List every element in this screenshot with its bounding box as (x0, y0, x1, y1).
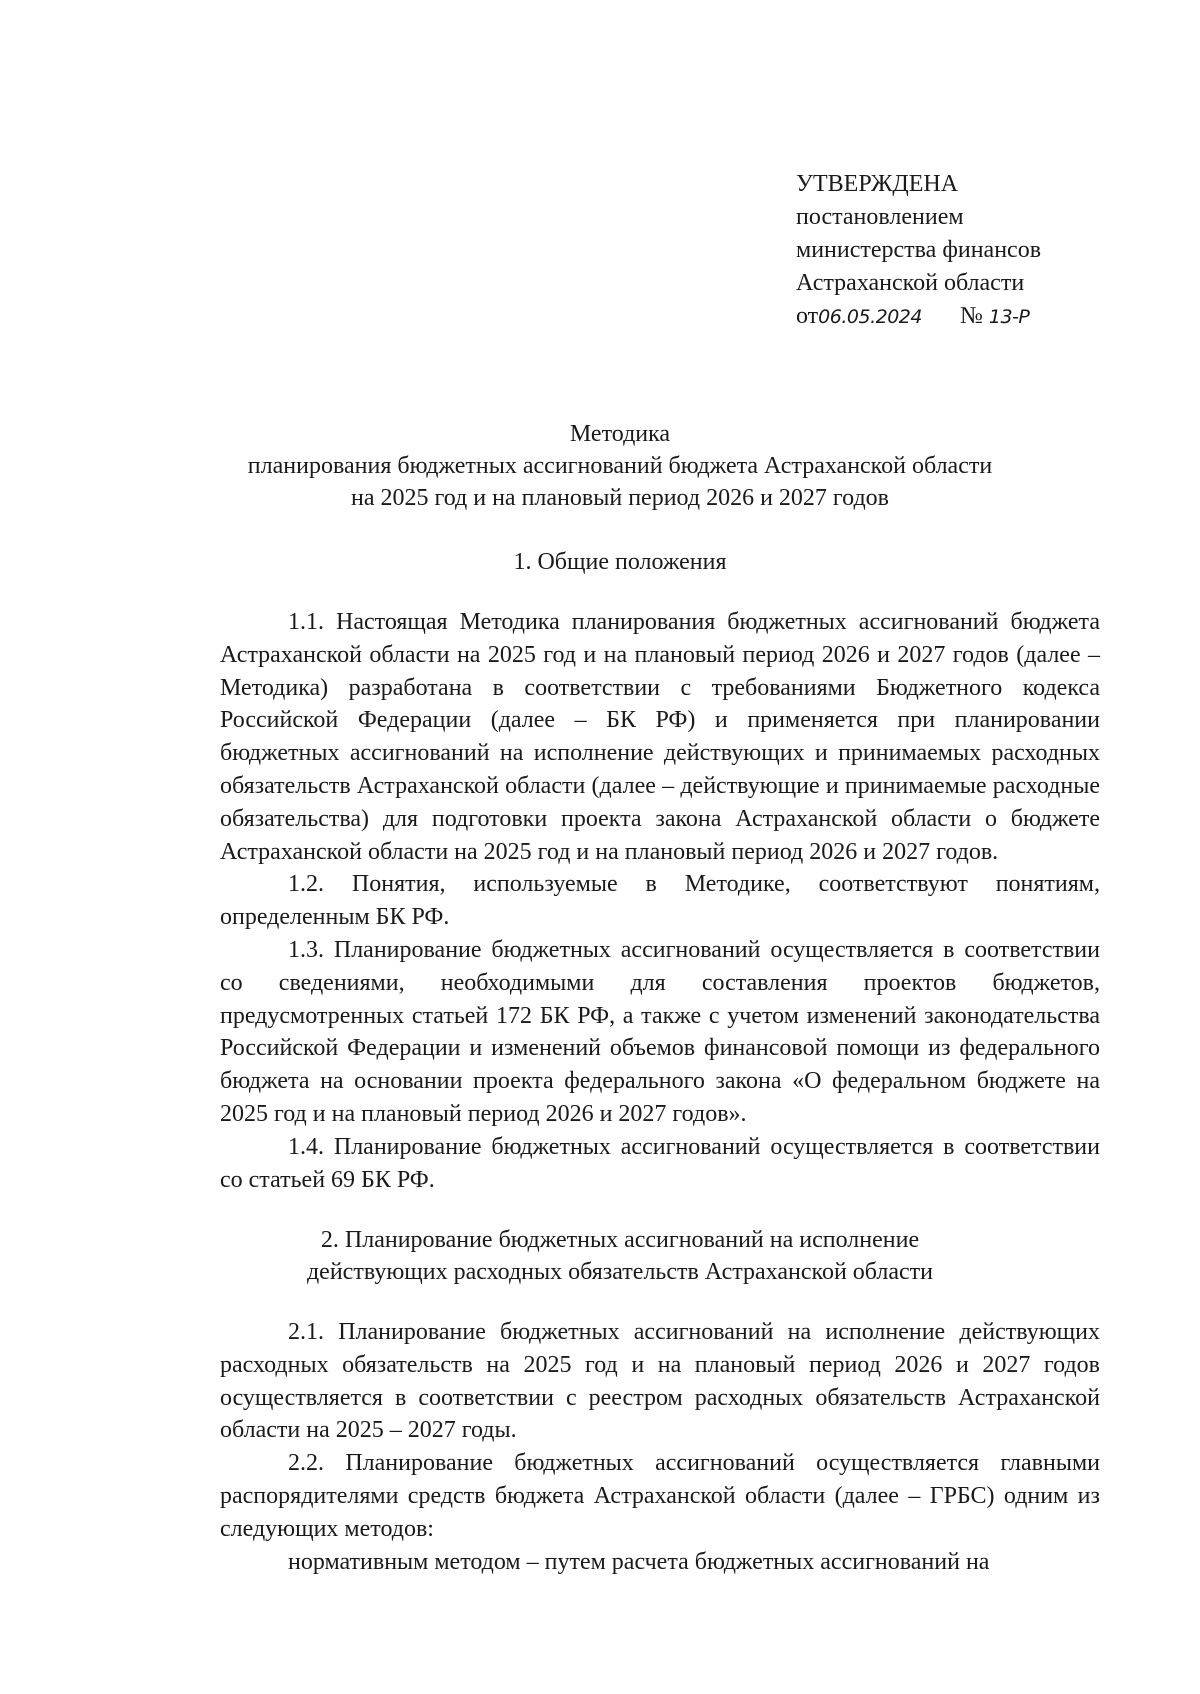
title-line: планирования бюджетных ассигнований бюджета Астраханской области (247, 453, 993, 479)
section-2-heading (180, 1224, 1060, 1288)
approval-stamp-block (796, 168, 1176, 334)
paragraph-2-2: 2.2. Планирование бюджетных ассигнований осуществляется главными распорядителями средств бюджета Астраханской области (далее – ГРБС) одним из следующих методов: (220, 1450, 1100, 1542)
document-title (180, 418, 1060, 514)
paragraph-1-4: 1.4. Планирование бюджетных ассигнований осуществляется в соответствии со статьей 69 БК РФ. (220, 1133, 1100, 1193)
title-line: на 2025 год и на плановый период 2026 и 2027 годов (350, 485, 890, 511)
paragraph-2-methods: нормативным методом – путем расчета бюджетных ассигнований на (288, 1548, 990, 1575)
section-1-heading: 1. Общие положения (513, 549, 727, 575)
approval-line: министерства финансов (796, 237, 1042, 263)
approval-line: Астраханской области (796, 270, 1025, 296)
section-2-heading-line: действующих расходных обязательств Астраханской области (306, 1259, 934, 1285)
title-line: Методика (569, 421, 671, 447)
section-2-heading-line: 2. Планирование бюджетных ассигнований на исполнение (320, 1227, 920, 1253)
date-prefix: от (796, 303, 819, 329)
number-prefix: № (959, 303, 983, 329)
approval-line: постановлением (796, 204, 964, 230)
paragraph-1-1: 1.1. Настоящая Методика планирования бюджетных ассигнований бюджета Астраханской области на 2025 год и на плановый период 2026 и 2027 годов (далее – Методика) разработана в соответствии с требованиями Бюджетного кодекса Российской Федерации (далее – БК РФ) и применяется при планировании бюджетных ассигнований на исполнение действующих и принимаемых расходных обязательств Астраханской области (далее – действующие и принимаемые расходные обязательства) для подготовки проекта закона Астраханской области о бюджете Астраханской области на 2025 год и на плановый период 2026 и 2027 годов. (220, 609, 1100, 865)
section-2-body (220, 1316, 1100, 1578)
approval-heading: УТВЕРЖДЕНА (796, 171, 959, 197)
paragraph-1-2: 1.2. Понятия, используемые в Методике, соответствуют понятиям, определенным БК РФ. (220, 871, 1100, 931)
approval-date-line (796, 300, 1176, 334)
handwritten-date: 06.05.2024 (818, 306, 922, 328)
section-1-body (220, 606, 1100, 1196)
paragraph-1-3: 1.3. Планирование бюджетных ассигнований осуществляется в соответствии со сведениями, необходимыми для составления проектов бюджетов, предусмотренных статьей 172 БК РФ, а также с учетом изменений законодательства Российской Федерации и изменений объемов финансовой помощи из федерального бюджета на основании проекта федерального закона «О федеральном бюджете на 2025 год и на плановый период 2026 и 2027 годов». (220, 936, 1100, 1127)
paragraph-2-1: 2.1. Планирование бюджетных ассигнований на исполнение действующих расходных обязательств на 2025 год и на плановый период 2026 и 2027 годов осуществляется в соответствии с реестром расходных обязательств Астраханской области на 2025 – 2027 годы. (220, 1319, 1100, 1444)
handwritten-number: 13-Р (988, 306, 1030, 328)
